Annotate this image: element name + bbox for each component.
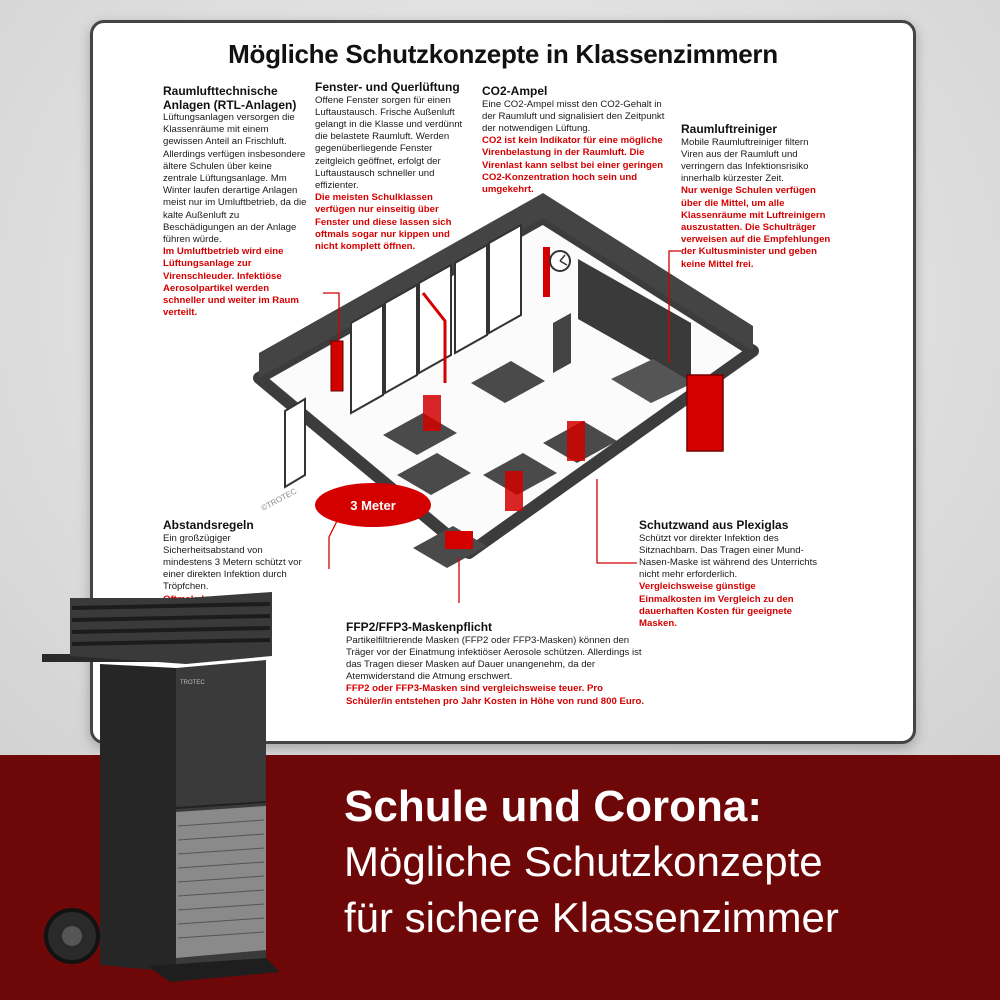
section-raumluftreiniger-body: Mobile Raumluftreiniger filtern Viren aus der Raumluft und verringern das Infektionsrisiko innerhalb kürzester Zeit.: [681, 136, 809, 185]
section-rlt-body: Lüftungsanlagen versorgen die Klassenräume mit einem gewissen Anteil an Frischluft. Allerdings verfügen insbesondere ältere Schulen über keine zentrale Lüftungsanlage. Mm Winter laufen derartige Anlagen meist nur im Umluftbetrieb, da die kalte Außenluft zu Beschädigungen an der Anlage führen würde.: [163, 112, 307, 246]
section-fenster-heading: Fenster- und Querlüftung: [315, 80, 460, 94]
section-rlt-highlight: Im Umluftbetrieb wird eine Lüftungsanlage zur Virenschleuder. Infektiöse Aerosolpartikel werden schneller und weiter im Raum verteilt.: [163, 246, 299, 319]
rlt-heading-line1: Raumlufttechnische: [163, 84, 278, 98]
section-plexiglas-body: Schützt vor direkter Infektion des Sitznachbarn. Das Tragen einer Mund-Nasen-Maske ist während des Unterrichts nicht mehr erforderlich.: [639, 532, 818, 581]
section-fenster-highlight: Die meisten Schulklassen verfügen nur einseitig über Fenster und diese lassen sich oftmals sogar nur kippen und nicht komplett öffnen.: [315, 192, 452, 252]
section-raumluftreiniger-heading: Raumluftreiniger: [681, 122, 778, 136]
caption: [344, 780, 984, 946]
device-brand-label: TROTEC: [180, 680, 205, 686]
section-abstand-body: Ein großzügiger Sicherheitsabstand von mindestens 3 Metern schützt vor einer direkten Infektion durch Tröpfchen.: [163, 532, 302, 593]
section-raumluftreiniger-highlight: Nur wenige Schulen verfügen über die Mittel, um alle Klassenräume mit Luftreinigern auszustatten. Die Schulträger verweisen auf die Empfehlungen der Kultusminister und geben keine Mittel frei.: [681, 185, 831, 270]
caption-line2: Mögliche Schutzkonzepte: [344, 838, 823, 885]
section-fenster-body: Offene Fenster sorgen für einen Luftaustausch. Frische Außenluft gelangt in die Klasse und verdünnt die belastete Raumluft. Werden gegenüberliegende Fenster zeitgleich geöffnet, erfolgt der Luftaustausch schneller und effizienter.: [315, 94, 463, 191]
section-co2-body: Eine CO2-Ampel misst den CO2-Gehalt in der Raumluft und signalisiert den Zeitpunkt der notwendigen Lüftung.: [482, 98, 665, 134]
caption-line3: für sichere Klassenzimmer: [344, 894, 839, 941]
device-wheel-hub: [62, 926, 82, 946]
caption-line1: Schule und Corona:: [344, 782, 762, 831]
device-side-left: [100, 664, 176, 972]
section-ffp-body: Partikelfiltrierende Masken (FFP2 oder FFP3-Masken) können den Träger vor der Einatmung infektiöser Aerosole schützen. Allerdings ist das Tragen dieser Masken auf Dauer unangenehm, da der Atemwiderstand die Atmung erschwert.: [346, 634, 642, 683]
section-ffp-highlight: FFP2 oder FFP3-Masken sind vergleichsweise teuer. Pro Schüler/in entstehen pro Jahr Kosten in Höhe von rund 800 Euro.: [346, 683, 644, 707]
rlt-heading-line2: Anlagen (RTL-Anlagen): [163, 97, 297, 112]
section-ffp-heading: FFP2/FFP3-Maskenpflicht: [346, 620, 493, 634]
section-plexiglas-heading: Schutzwand aus Plexiglas: [639, 518, 789, 532]
poster-title: Mögliche Schutzkonzepte in Klassenzimmern: [228, 39, 778, 69]
section-abstand-heading: Abstandsregeln: [163, 518, 254, 532]
section-co2-highlight: CO2 ist kein Indikator für eine mögliche Virenbelastung in der Raumluft. Die Virenlast kann selbst bei einer geringen CO2-Konzentration hoch sein und umgekehrt.: [482, 135, 664, 195]
distance-label: 3 Meter: [350, 498, 396, 513]
section-co2-heading: CO2-Ampel: [482, 84, 548, 98]
section-plexiglas-highlight: Vergleichsweise günstige Einmalkosten im Vergleich zu den dauerhaften Kosten für geeignete Masken.: [639, 581, 794, 629]
trotec-watermark: ©TROTEC: [259, 486, 299, 513]
